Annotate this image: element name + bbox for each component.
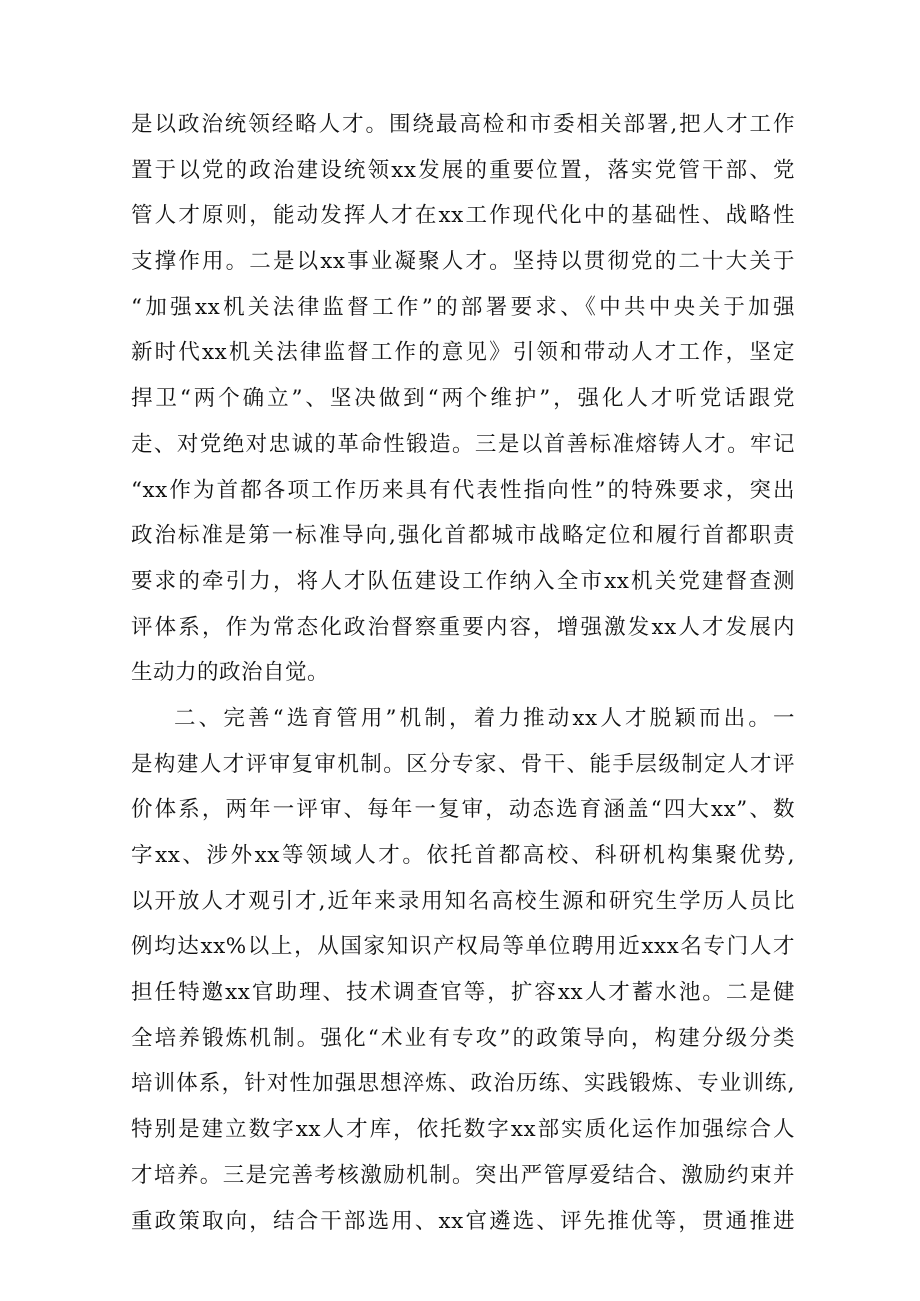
text-line: 培训体系，针对性加强思想淬炼、政治历练、实践锻炼、专业训练, [131, 1071, 795, 1097]
text-line: 以开放人才观引才,近年来录用知名高校生源和研究生学历人员比 [131, 888, 795, 914]
text-line: 才培养。三是完善考核激励机制。突出严管厚爱结合、激励约束并 [131, 1162, 795, 1188]
paragraph-political-leadership [131, 102, 795, 696]
text-line: 管人才原则，能动发挥人才在xx工作现代化中的基础性、战略性 [131, 203, 795, 229]
text-line: 价体系，两年一评审、每年一复审，动态选育涵盖“四大xx”、数 [131, 797, 795, 823]
text-line: 全培养锻炼机制。强化“术业有专攻”的政策导向，构建分级分类 [131, 1025, 795, 1051]
text-line: 字xx、涉外xx等领域人才。依托首都高校、科研机构集聚优势, [131, 843, 795, 868]
text-line: 重政策取向，结合干部选用、xx官遴选、评先推优等，贯通推进 [131, 1208, 795, 1234]
text-line: 是以政治统领经略人才。围绕最高检和市委相关部署,把人才工作 [131, 112, 795, 137]
text-line: 置于以党的政治建设统领xx发展的重要位置，落实党管干部、党 [131, 157, 795, 183]
text-line: 走、对党绝对忠诚的革命性锻造。三是以首善标准熔铸人才。牢记 [131, 431, 795, 457]
text-line: 生动力的政治自觉。 [131, 660, 330, 686]
document-body [131, 102, 795, 1244]
paragraph-selection-mechanism [131, 696, 795, 1244]
text-line: 担任特邀xx官助理、技术调查官等，扩容xx人才蓄水池。二是健 [131, 980, 795, 1006]
section-heading-line: 二、完善“选育管用”机制，着力推动xx人才脱颖而出。一 [174, 705, 795, 731]
text-line: “xx作为首都各项工作历来具有代表性指向性”的特殊要求，突出 [131, 477, 795, 503]
text-line: 特别是建立数字xx人才库，依托数字xx部实质化运作加强综合人 [131, 1117, 795, 1143]
text-line: 政治标准是第一标准导向,强化首都城市战略定位和履行首都职责 [131, 523, 795, 549]
text-line: 支撑作用。二是以xx事业凝聚人才。坚持以贯彻党的二十大关于 [131, 249, 795, 275]
text-line: 例均达xx%以上，从国家知识产权局等单位聘用近xxx名专门人才 [131, 934, 795, 960]
text-line: 要求的牵引力，将人才队伍建设工作纳入全市xx机关党建督查测 [131, 568, 795, 594]
text-line: 捍卫“两个确立”、坚决做到“两个维护”，强化人才听党话跟党 [131, 386, 795, 412]
text-line: 评体系，作为常态化政治督察重要内容，增强激发xx人才发展内 [131, 614, 795, 640]
text-line: 新时代xx机关法律监督工作的意见》引领和带动人才工作，坚定 [131, 340, 795, 366]
text-line: “加强xx机关法律监督工作”的部署要求、《中共中央关于加强 [131, 294, 795, 320]
text-line: 是构建人才评审复审机制。区分专家、骨干、能手层级制定人才评 [131, 751, 795, 777]
